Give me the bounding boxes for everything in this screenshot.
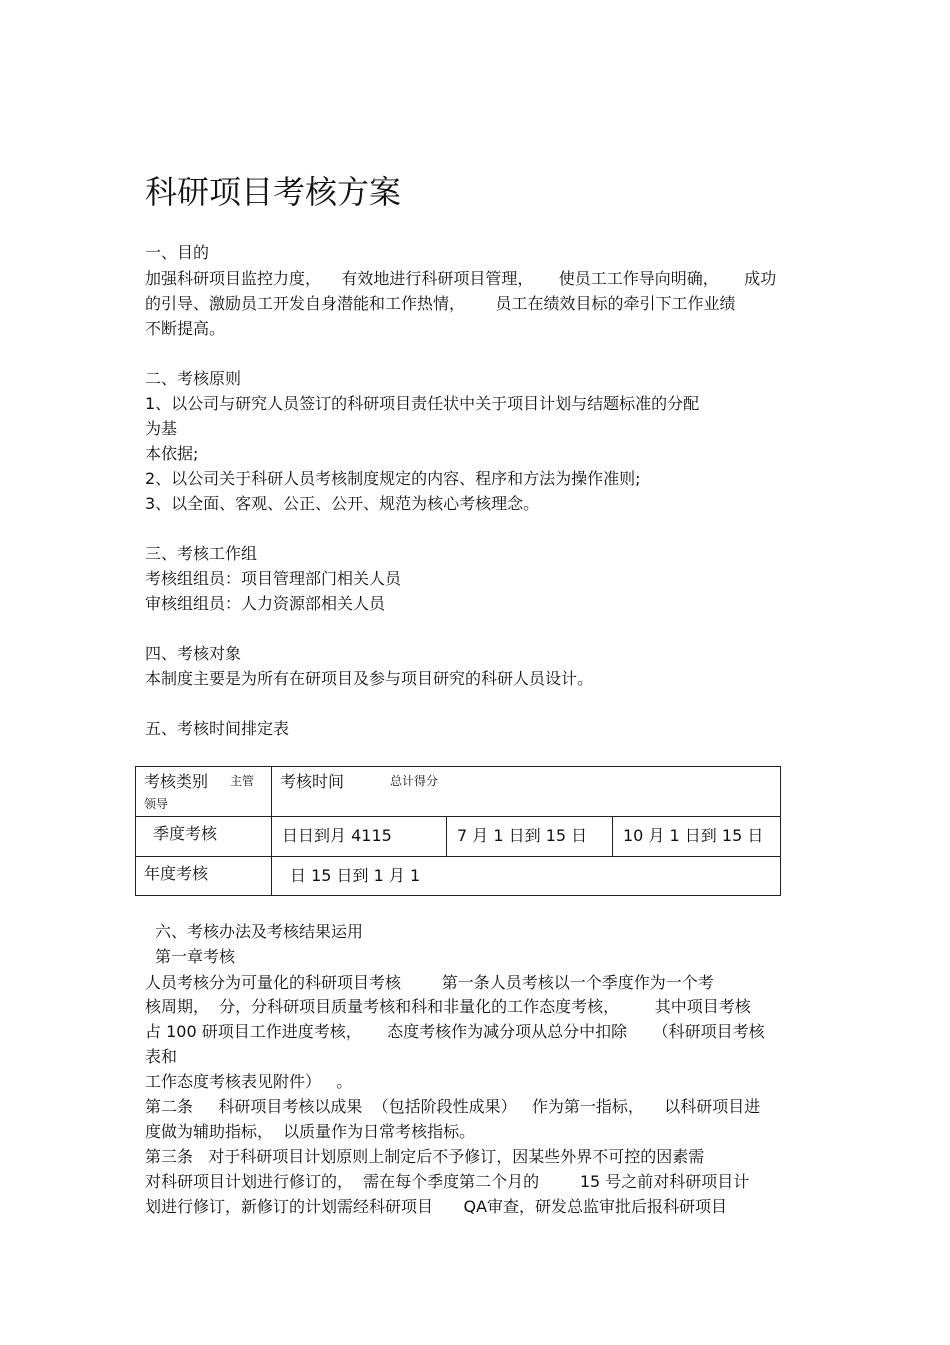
table-cell xyxy=(447,817,613,857)
section-6-text: 对科研项目计划进行修订的， 需在每个季度第二个月的 15 号之前对科研项目计 xyxy=(145,1172,750,1191)
section-6-text: 工作态度考核表见附件） 。 xyxy=(145,1072,353,1091)
table-cell xyxy=(613,817,781,857)
section-5-heading: 五、考核时间排定表 xyxy=(145,719,290,738)
section-1-text: 加强科研项目监控力度， 有效地进行科研项目管理， 使员工工作导向明确， 成功 xyxy=(145,269,777,288)
table-row xyxy=(136,817,781,857)
section-2-text: 1、以公司与研究人员签订的科研项目责任状中关于项目计划与结题标准的分配 xyxy=(145,394,700,413)
section-6-heading: 六、考核办法及考核结果运用 xyxy=(155,922,364,941)
header-time: 考核时间 xyxy=(280,772,345,791)
table-cell xyxy=(272,817,447,857)
section-1-text: 的引导、激励员工开发自身潜能和工作热情， 员工在绩效目标的牵引下工作业绩 xyxy=(145,294,736,313)
section-6-text: 表和 xyxy=(145,1047,178,1066)
cell-text: 日 15 日到 1 月 1 xyxy=(290,866,421,885)
table-cell xyxy=(136,767,272,817)
section-6-text: 度做为辅助指标， 以质量作为日常考核指标。 xyxy=(145,1122,476,1141)
cell-text: 日日到月 4115 xyxy=(282,826,392,845)
section-6-text: 第二条 科研项目考核以成果 （包括阶段性成果） 作为第一指标， 以科研项目进 xyxy=(145,1097,761,1116)
section-6-text: 划进行修订，新修订的计划需经科研项目 QA审查，研发总监审批后报科研项目 xyxy=(145,1197,728,1216)
section-4-text: 本制度主要是为所有在研项目及参与项目研究的科研人员设计。 xyxy=(145,669,594,688)
section-2-text: 2、以公司关于科研人员考核制度规定的内容、程序和方法为操作准则; xyxy=(145,469,641,488)
schedule-table xyxy=(135,766,781,896)
section-3-heading: 三、考核工作组 xyxy=(145,544,258,563)
row-label: 年度考核 xyxy=(144,864,209,883)
section-2-heading: 二、考核原则 xyxy=(145,369,242,388)
table-cell xyxy=(272,857,781,896)
document-title: 科研项目考核方案 xyxy=(145,173,402,211)
section-6-text: 第三条 对于科研项目计划原则上制定后不予修订，因某些外界不可控的因素需 xyxy=(145,1147,705,1166)
row-label: 季度考核 xyxy=(153,824,218,843)
chapter-heading: 第一章考核 xyxy=(155,947,236,966)
section-6-text: 核周期， 分，分科研项目质量考核和科和非量化的工作态度考核， 其中项目考核 xyxy=(145,997,751,1016)
section-6-text: 占 100 研项目工作进度考核， 态度考核作为减分项从总分中扣除 （科研项目考核 xyxy=(145,1022,765,1041)
section-1-heading: 一、目的 xyxy=(145,243,210,262)
section-6-text: 人员考核分为可量化的科研项目考核 第一条人员考核以一个季度作为一个考 xyxy=(145,973,714,992)
cell-text: 7 月 1 日到 15 日 xyxy=(457,826,588,845)
section-2-text: 3、以全面、客观、公正、公开、规范为核心考核理念。 xyxy=(145,494,540,513)
table-cell xyxy=(272,767,781,817)
table-row xyxy=(136,767,781,817)
section-3-text: 审核组组员：人力资源部相关人员 xyxy=(145,594,386,613)
section-2-text: 为基 xyxy=(145,419,178,438)
header-category: 考核类别 xyxy=(144,772,209,791)
table-cell xyxy=(136,857,272,896)
header-category-note: 主管 xyxy=(230,774,255,788)
cell-text: 10 月 1 日到 15 日 xyxy=(623,826,764,845)
header-category-note: 领导 xyxy=(144,797,169,811)
section-2-text: 本依据; xyxy=(145,444,199,463)
section-1-text: 不断提高。 xyxy=(145,319,226,338)
table-cell xyxy=(136,817,272,857)
section-4-heading: 四、考核对象 xyxy=(145,644,242,663)
table-row xyxy=(136,857,781,896)
header-score: 总计得分 xyxy=(390,774,439,788)
section-3-text: 考核组组员：项目管理部门相关人员 xyxy=(145,569,402,588)
